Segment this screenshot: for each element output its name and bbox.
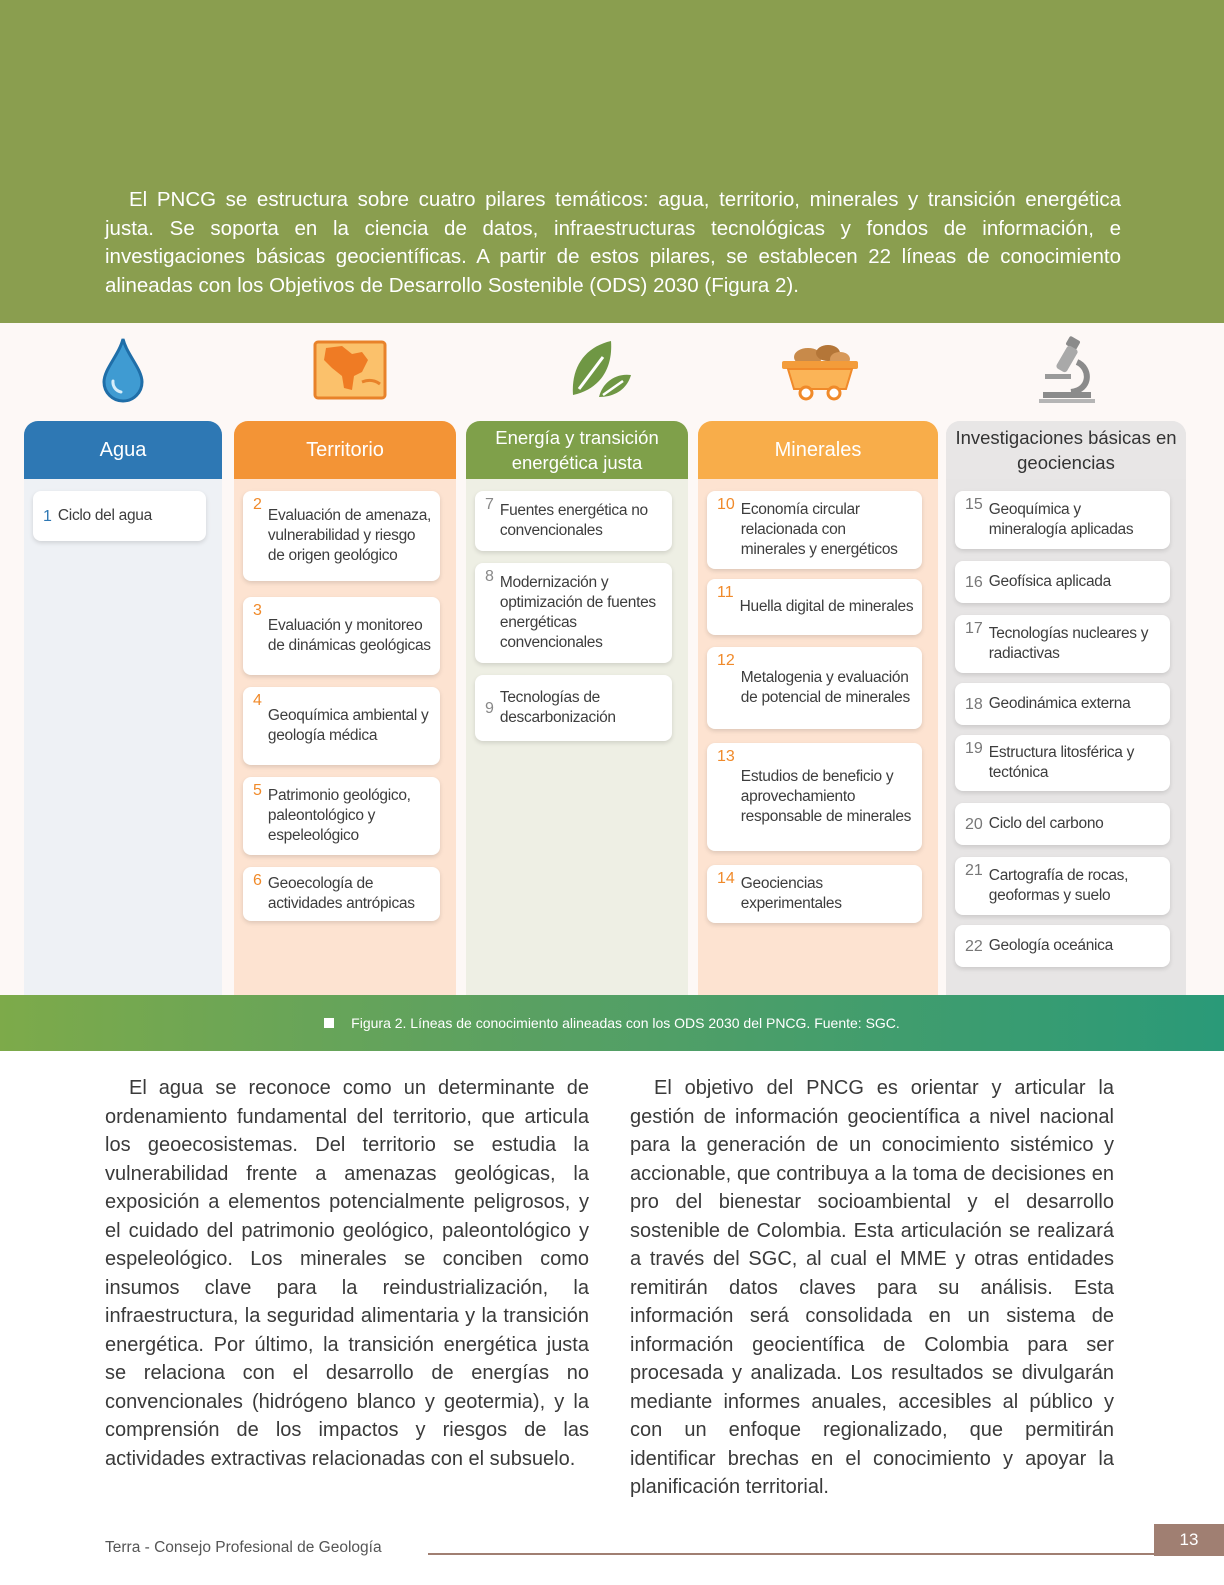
knowledge-line-16: 16 Geofísica aplicada <box>955 561 1170 603</box>
knowledge-line-21: 21 Cartografía de rocas, geoformas y suelo <box>955 857 1170 915</box>
knowledge-line-7: 7 Fuentes energética no convencionales <box>475 491 672 551</box>
knowledge-line-17: 17 Tecnologías nucleares y radiactivas <box>955 615 1170 673</box>
pillar-agua <box>24 421 222 995</box>
knowledge-line-4: 4 Geoquímica ambiental y geología médica <box>243 687 440 765</box>
square-bullet-icon <box>324 1018 334 1028</box>
pillar-title: Energía y transición energética justa <box>466 421 688 479</box>
pillar-minerales <box>698 421 938 995</box>
footer-publication: Terra - Consejo Profesional de Geología <box>105 1539 382 1556</box>
footer-rule <box>428 1553 1154 1555</box>
pillar-title: Minerales <box>698 421 938 479</box>
knowledge-line-12: 12 Metalogenia y evaluación de potencial de minerales <box>707 647 922 729</box>
pillar-title: Agua <box>24 421 222 479</box>
body-paragraph-right: El objetivo del PNCG es orientar y articular la gestión de información geocientífica a nivel nacional para la generación de un conocimiento sistémico y accionable, que contribuya a la toma de decisiones en pro del bienestar socioambiental y el desarrollo sostenible de Colombia. Esta articulación se realizará a través del SGC, al cual el MME y otras entidades remitirán datos claves para su análisis. Esta información será consolidada en un sistema de información geocientífica de Colombia para ser procesada y analizada. Los resultados se divulgarán mediante informes anuales, accesibles al público y con un enfoque regionalizado, que permitirán identificar brechas en el conocimiento y apoyar la planificación territorial. <box>630 1077 1114 1498</box>
knowledge-line-10: 10 Economía circular relacionada con minerales y energéticos <box>707 491 922 569</box>
knowledge-line-8: 8 Modernización y optimización de fuentes energéticas convencionales <box>475 563 672 663</box>
knowledge-line-14: 14 Geociencias experimentales <box>707 865 922 923</box>
mine-cart-icon <box>775 330 865 410</box>
pillar-energia <box>466 421 688 995</box>
pillar-title: Territorio <box>234 421 456 479</box>
pillar-title: Investigaciones básicas en geociencias <box>946 421 1186 479</box>
knowledge-line-11: 11 Huella digital de minerales <box>707 579 922 635</box>
water-drop-icon <box>78 330 168 410</box>
knowledge-line-22: 22 Geología oceánica <box>955 925 1170 967</box>
knowledge-line-2: 2 Evaluación de amenaza, vulnerabilidad y riesgo de origen geológico <box>243 491 440 581</box>
map-icon <box>305 330 395 410</box>
microscope-icon <box>1022 330 1112 410</box>
intro-paragraph: El PNCG se estructura sobre cuatro pilares temáticos: agua, territorio, minerales y transición energética justa. Se soporta en la ciencia de datos, infraestructuras tecnológicas y fondos de información, e investigaciones básicas geocientíficas. A partir de estos pilares, se establecen 22 líneas de conocimiento alineadas con los Objetivos de Desarrollo Sostenible (ODS) 2030 (Figura 2). <box>105 188 1121 297</box>
pillar-territorio <box>234 421 456 995</box>
knowledge-line-13: 13 Estudios de beneficio y aprovechamiento responsable de minerales <box>707 743 922 851</box>
knowledge-line-15: 15 Geoquímica y mineralogía aplicadas <box>955 491 1170 549</box>
body-paragraph-left: El agua se reconoce como un determinante de ordenamiento fundamental del territorio, que articula los geoecosistemas. Del territorio se estudia la vulnerabilidad frente a amenazas geológicas, la exposición a elementos potencialmente peligrosos, y el cuidado del patrimonio geológico, paleontológico y espeleológico. Los minerales se conciben como insumos clave para la reindustrialización, la infraestructura, la seguridad alimentaria y la transición energética. Por último, la transición energética justa se relaciona con el desarrollo de energías no convencionales (hidrógeno blanco y geotermia), y la comprensión de los impactos y riesgos de las actividades extractivas relacionadas con el subsuelo. <box>105 1077 589 1470</box>
page-number: 13 <box>1154 1524 1224 1556</box>
knowledge-line-19: 19 Estructura litosférica y tectónica <box>955 735 1170 791</box>
figure-caption-bar <box>0 995 1224 1051</box>
leaf-icon <box>555 330 645 410</box>
knowledge-line-18: 18 Geodinámica externa <box>955 683 1170 725</box>
knowledge-line-20: 20 Ciclo del carbono <box>955 803 1170 845</box>
knowledge-line-9: 9 Tecnologías de descarbonización <box>475 675 672 741</box>
knowledge-line-5: 5 Patrimonio geológico, paleontológico y espeleológico <box>243 777 440 855</box>
knowledge-line-6: 6 Geoecología de actividades antrópicas <box>243 867 440 921</box>
knowledge-line-1: 1 Ciclo del agua <box>33 491 206 541</box>
pillar-investigaciones <box>946 421 1186 995</box>
figure-caption: Figura 2. Líneas de conocimiento alineadas con los ODS 2030 del PNCG. Fuente: SGC. <box>351 1015 900 1031</box>
knowledge-line-3: 3 Evaluación y monitoreo de dinámicas geológicas <box>243 597 440 675</box>
